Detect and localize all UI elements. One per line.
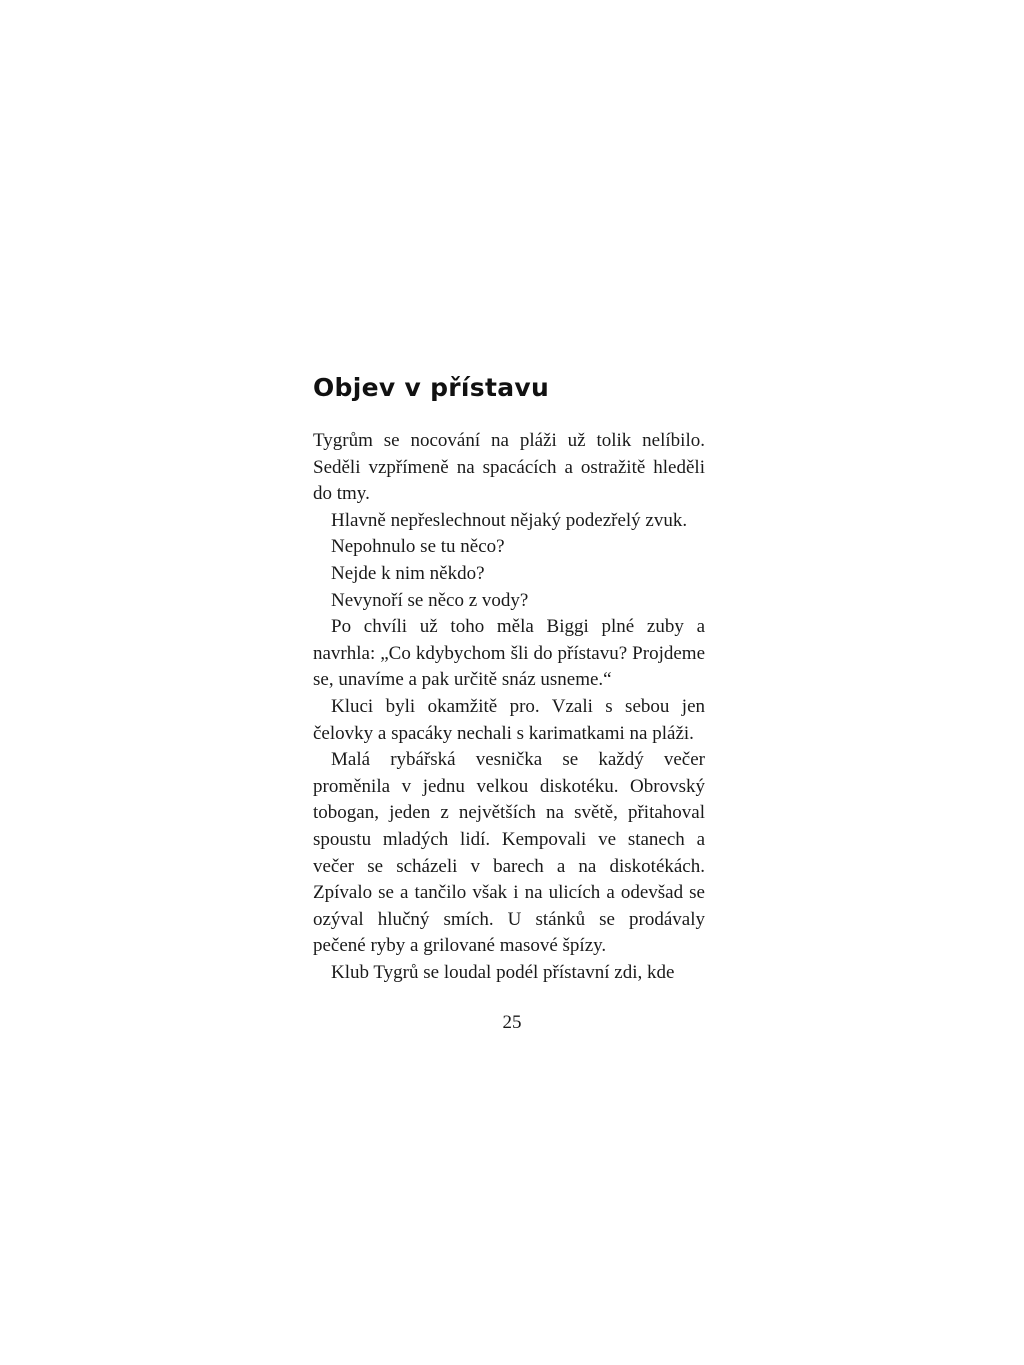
- chapter-body: [313, 428, 705, 986]
- paragraph: Nevynoří se něco z vody?: [331, 589, 529, 611]
- page-number: 25: [502, 1012, 522, 1033]
- paragraph: Kluci byli okamžitě pro. Vzali s sebou jen čelovky a spacáky nechali s karimatkami na pláži.: [313, 695, 705, 744]
- chapter-title: Objev v přístavu: [313, 373, 550, 402]
- paragraph: Tygrům se nocování na pláži už tolik nelíbilo. Seděli vzpřímeně na spacácích a ostražitě hleděli do tmy.: [313, 430, 705, 505]
- paragraph: Po chvíli už toho měla Biggi plné zuby a navrhla: „Co kdybychom šli do přístavu? Projdeme se, unavíme a pak určitě snáz usneme.“: [313, 616, 705, 691]
- paragraph: Nejde k nim někdo?: [331, 562, 485, 584]
- paragraph: Malá rybářská vesnička se každý večer proměnila v jednu velkou diskotéku. Obrovský tobogan, jeden z největších na světě, přitahoval spoustu mladých lidí. Kempovali ve stanech a večer se scházeli v barech a na diskotékách. Zpívalo se a tančilo však i na ulicích a odevšad se ozýval hlučný smích. U stánků se prodávaly pečené ryby a grilované masové špízy.: [313, 749, 705, 957]
- paragraph: Hlavně nepřeslechnout nějaký podezřelý zvuk.: [331, 509, 688, 531]
- paragraph: Klub Tygrů se loudal podél přístavní zdi, kde: [331, 961, 675, 983]
- paragraph: Nepohnulo se tu něco?: [331, 536, 505, 558]
